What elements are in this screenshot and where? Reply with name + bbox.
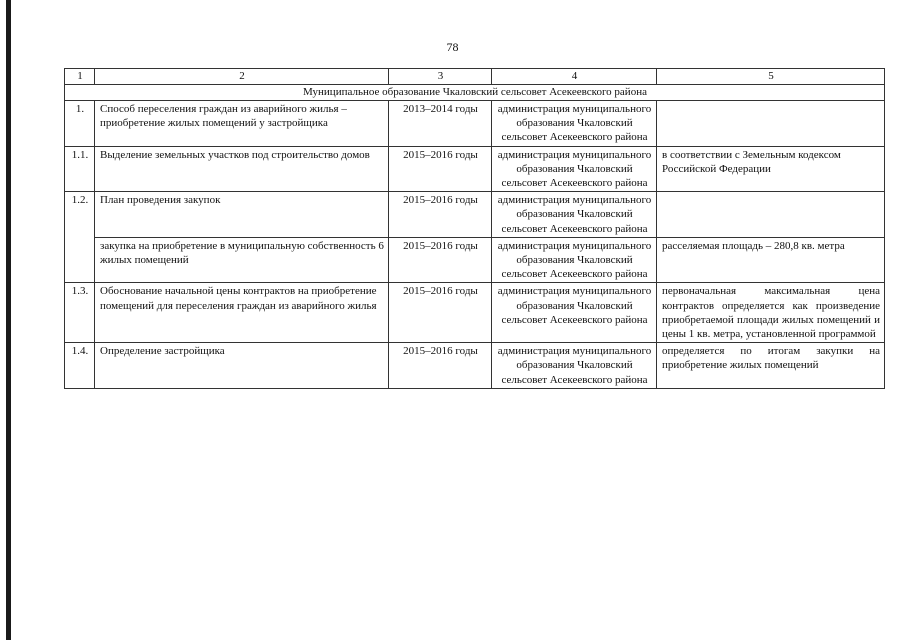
action-cell: Выделение земельных участков под строительство домов [95, 146, 389, 192]
action-cell: Определение застройщика [95, 343, 389, 389]
row-number: 1.4. [65, 343, 95, 389]
table-row [65, 283, 885, 343]
table-row [65, 101, 885, 147]
executor-cell: администрация муниципального образования Чкаловский сельсовет Асекеевского района [492, 343, 657, 389]
action-cell: закупка на приобретение в муниципальную собственность 6 жилых помещений [95, 237, 389, 283]
row-number: 1.1. [65, 146, 95, 192]
row-number: 1. [65, 101, 95, 147]
action-cell: Обоснование начальной цены контрактов на приобретение помещений для переселения граждан из аварийного жилья [95, 283, 389, 343]
note-cell: в соответствии с Земельным кодексом Российской Федерации [657, 146, 885, 192]
executor-cell: администрация муниципального образования Чкаловский сельсовет Асекеевского района [492, 146, 657, 192]
executor-cell: администрация муниципального образования Чкаловский сельсовет Асекеевского района [492, 192, 657, 238]
section-row [65, 85, 885, 101]
header-cell: 5 [657, 69, 885, 85]
period-cell: 2015–2016 годы [389, 192, 492, 238]
header-cell: 2 [95, 69, 389, 85]
page-number: 78 [446, 40, 459, 54]
row-number: 1.2. [65, 192, 95, 283]
executor-cell: администрация муниципального образования Чкаловский сельсовет Асекеевского района [492, 101, 657, 147]
header-cell: 1 [65, 69, 95, 85]
note-cell: расселяемая площадь – 280,8 кв. метра [657, 237, 885, 283]
action-cell: План проведения закупок [95, 192, 389, 238]
row-number: 1.3. [65, 283, 95, 343]
note-cell [657, 101, 885, 147]
scan-edge-bar [6, 0, 11, 640]
header-cell: 3 [389, 69, 492, 85]
note-cell: первоначальная максимальная цена контрактов определяется как произведение приобретаемой площади жилых помещений и цены 1 кв. метра, установленной программой [657, 283, 885, 343]
action-cell: Способ переселения граждан из аварийного жилья – приобретение жилых помещений у застройщика [95, 101, 389, 147]
table-row [65, 343, 885, 389]
period-cell: 2015–2016 годы [389, 146, 492, 192]
period-cell: 2015–2016 годы [389, 237, 492, 283]
executor-cell: администрация муниципального образования Чкаловский сельсовет Асекеевского района [492, 237, 657, 283]
note-cell: определяется по итогам закупки на приобретение жилых помещений [657, 343, 885, 389]
note-cell [657, 192, 885, 238]
measures-table [64, 68, 885, 389]
column-number-header [65, 69, 885, 85]
table-row [65, 146, 885, 192]
period-cell: 2013–2014 годы [389, 101, 492, 147]
executor-cell: администрация муниципального образования Чкаловский сельсовет Асекеевского района [492, 283, 657, 343]
period-cell: 2015–2016 годы [389, 343, 492, 389]
section-title: Муниципальное образование Чкаловский сельсовет Асекеевского района [65, 85, 885, 101]
table-row [65, 192, 885, 238]
table-row [65, 237, 885, 283]
period-cell: 2015–2016 годы [389, 283, 492, 343]
header-cell: 4 [492, 69, 657, 85]
